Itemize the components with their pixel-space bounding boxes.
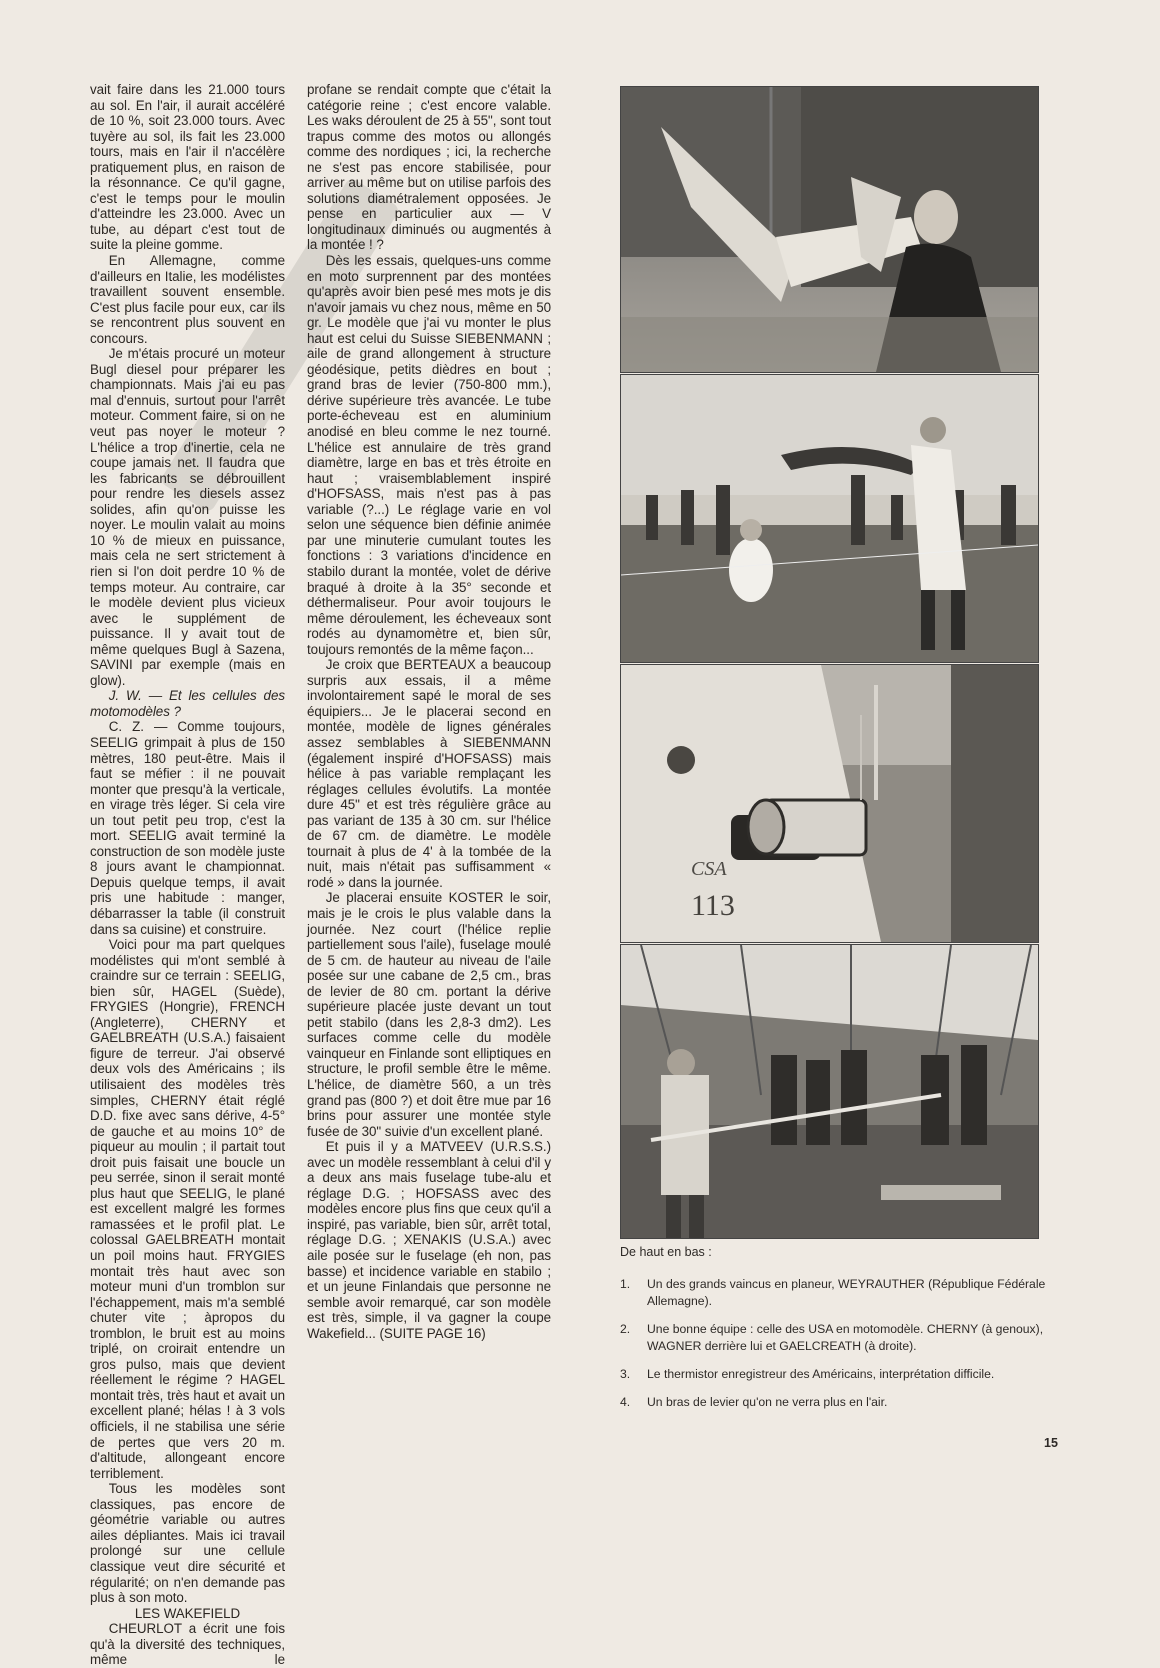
caption-number: 4. xyxy=(620,1395,631,1409)
shirt-text: CSA xyxy=(691,858,727,880)
caption-item xyxy=(620,1366,1050,1383)
caption-number: 2. xyxy=(620,1322,631,1336)
caption-text: Le thermistor enregistreur des Américains, interprétation difficile. xyxy=(647,1367,995,1381)
caption-item xyxy=(620,1321,1050,1355)
section-heading: LES WAKEFIELD xyxy=(134,1605,241,1621)
caption-item xyxy=(620,1394,1050,1411)
text-column-2 xyxy=(307,82,551,1341)
paragraph: Je placerai ensuite KOSTER le soir, mais je le crois le plus valable dans la journée. Nez court (l'hélice replie partiellement sous l'aile), fuselage moulé de 5 cm. de hauteur au niveau de l'aile posée sur une cabane de 2,5 cm., bras de levier de 80 cm. portant la dérive supérieure placée juste devant un tout petit stabilo (dans les 2,8-3 dm2). Les surfaces comme celle du modèle vainqueur en Finlande sont elliptiques en structure, le profil semble être le même. L'hélice, de diamètre 560, a un très grand pas (800 ?) et doit être mue par 16 brins pour assurer une montée style fusée de 30" suivie d'un excellent plané. xyxy=(307,890,551,1139)
caption-text: Un bras de levier qu'on ne verra plus en l'air. xyxy=(647,1395,888,1409)
paragraph: Dès les essais, quelques-uns comme en moto surprennent par des montées qu'après avoir bien pesé mes mots je dis n'avoir jamais vu chez nous, même en 50 gr. Le modèle que j'ai vu monter le plus haut est celui du Suisse SIEBENMANN ; aile de grand allongement à structure géodésique, petits dièdres en bout ; grand bras de levier (750-800 mm.), dérive supérieure très avancée. Le tube porte-écheveau est en aluminium anodisé en bleu comme le nez tourné. L'hélice est annulaire de très grand diamètre, large en bas et très étroite en haut ; vraisemblablement inspiré d'HOFSASS, mais n'est pas à pas variable (?...) Le réglage varie en vol selon une séquence bien définie animée par une minuterie cumulant toutes les fonctions : 3 variations d'incidence en stabilo durant la montée, volet de dérive braqué à droite à la 35° seconde et déthermaliseur. Pour avoir toujours le même déroulement, les écheveaux sont rodés au dynamomètre et, bien sûr, toujours remontés de la même façon... xyxy=(307,253,551,657)
caption-number: 1. xyxy=(620,1277,631,1291)
paragraph: Voici pour ma part quelques modélistes qui m'ont semblé à craindre sur ce terrain : SEELIG, bien sûr, HAGEL (Suède), FRYGIES (Hongrie), FRENCH (Angleterre), CHERNY et GAELBREATH (U.S.A.) faisaient figure de terreur. J'ai observé deux vols des Américains ; ils utilisaient des modèles très simples, CHERNY était réglé D.D. fixe avec sans dérive, 4-5° de gauche et au moins 10° de piqueur au moulin ; il partait tout droit puis faisait une boucle un peu serrée, sinon il serait monté plus haut que SEELIG, le plané est excellent malgré les formes ramassées et le profil plat. Le colossal GAELBREATH montait un poil moins haut. FRYGIES montait très haut avec son moteur muni d'un tromblon sur l'échappement, mais m'a semblé chuter vite ; àpropos du tromblon, le bruit est au moins triplé, on croirait entendre un gros pulso, mais que devient réellement le régime ? HAGEL montait très, très haut et avait un excellent plané; hélas ! à 3 vols officiels, il ne stabilisa une série de pertes que vers 20 m. d'altitude, allongeant encore terriblement. xyxy=(90,937,285,1481)
caption-text: Une bonne équipe : celle des USA en motomodèle. CHERNY (à genoux), WAGNER derrière lui et GAELCREATH (à droite). xyxy=(647,1322,1044,1353)
paragraph: CHEURLOT a écrit une fois qu'à la diversité des techniques, même le xyxy=(90,1621,285,1668)
captions-intro: De haut en bas : xyxy=(620,1245,712,1259)
interview-question: J. W. — Et les cellules des motomodèles ? xyxy=(90,688,285,719)
photo-glider-modeller xyxy=(620,86,1039,373)
caption-text: Un des grands vaincus en planeur, WEYRAUTHER (République Fédérale Allemagne). xyxy=(647,1277,1046,1308)
photo-thermistor-recorder xyxy=(620,664,1039,943)
photo-lever-arm-model xyxy=(620,944,1039,1239)
shirt-number: 113 xyxy=(691,889,735,922)
paragraph: vait faire dans les 21.000 tours au sol. En l'air, il aurait accéléré de 10 %, soit 23.000 tours. Avec tuyère au sol, ils fait les 23.000 tours, mais en l'air il n'accélère pratiquement plus, en raison de la résonnance. Ce qu'il gagne, c'est le temps pour le moulin d'atteindre les 23.000. Avec un tube, au départ c'est tout de suite la pleine gomme. xyxy=(90,82,285,253)
paragraph: Tous les modèles sont classiques, pas encore de géométrie variable ou autres ailes dépliantes. Mais ici travail prolongé sur une cellule classique veut dire sécurité et régularité; on n'en demande pas plus à son moto. xyxy=(90,1481,285,1606)
paragraph: profane se rendait compte que c'était la catégorie reine ; c'est encore valable. Les waks déroulent de 25 à 55", sont tout trapus comme des motos ou allongés comme des nordiques ; ici, la recherche ne s'est pas encore stabilisée, pour arriver au même but on utilise parfois des solutions diamétralement opposées. Je pense en particulier aux — V longitudinaux diminués ou augmentés à la montée ! ? xyxy=(307,82,551,253)
text-column-1 xyxy=(90,82,285,1668)
photo-usa-motomodel-team xyxy=(620,374,1039,663)
page-number: 15 xyxy=(1044,1436,1058,1450)
paragraph: Je m'étais procuré un moteur Bugl diesel pour préparer les championnats. Mais j'ai eu pas mal d'ennuis, surtout pour l'arrêt moteur. Comment faire, si on ne veut pas noyer le moteur ? L'hélice a trop d'inertie, cela ne coupe jamais net. Il faudra que les fabricants se débrouillent pour rendre les diesels assez solides, afin qu'on puisse les noyer. Le moulin valait au moins 10 % de mieux en puissance, mais cela ne sert strictement à rien si l'on doit perdre 10 % de temps moteur. Au contraire, car le modèle devient plus vicieux avec le supplément de puissance. Il y avait tout de même quelques Bugl à Sazena, SAVINI par exemple (mais en glow). xyxy=(90,346,285,688)
paragraph: C. Z. — Comme toujours, SEELIG grimpait à plus de 150 mètres, 180 peut-être. Mais il faut se méfier : il ne pouvait monter que presqu'à la verticale, en virage très léger. Si cela vire un tout petit peu trop, c'est la mort. SEELIG avait terminé la construction de son modèle juste 8 jours avant le championnat. Depuis quelque temps, il avait pris une habitude : manger, débarrasser la table (il construit dans sa cuisine) et construire. xyxy=(90,719,285,937)
paragraph: Je croix que BERTEAUX a beaucoup surpris aux essais, il a même involontairement sapé le moral de ses équipiers... Je le placerai second en montée, modèle de lignes générales assez semblables à SIEBENMANN (également inspiré d'HOFSASS) mais hélice à pas variable remplaçant les réglages cellules évolutifs. La montée dure 45" et est très régulière grâce au pas variant de 135 à 30 cm. sur l'hélice de 67 cm. de diamètre. Le modèle tournait à plus de 4' à la tombée de la nuit, mais n'était pas suffisamment « rodé » dans la journée. xyxy=(307,657,551,890)
caption-number: 3. xyxy=(620,1367,631,1381)
paragraph: Et puis il y a MATVEEV (U.R.S.S.) avec un modèle ressemblant à celui d'il y a deux ans mais fuselage tube-alu et réglage D.G. ; HOFSASS avec des modèles encore plus fins que ceux qu'il a inspiré, pas variable, bien sûr, arrêt total, réglage D.G. ; XENAKIS (U.S.A.) avec aile posée sur le fuselage (eh non, pas basse) et incidence variable en stabilo ; et un jeune Finlandais que personne ne semble avoir remarqué, car son modèle est très, simple, il va gagner la coupe Wakefield... (SUITE PAGE 16) xyxy=(307,1139,551,1341)
photo-captions xyxy=(620,1244,1050,1422)
caption-item xyxy=(620,1276,1050,1310)
paragraph: En Allemagne, comme d'ailleurs en Italie, les modélistes travaillent souvent ensemble. C'est plus facile pour eux, car ils se rencontrent plus souvent en concours. xyxy=(90,253,285,346)
